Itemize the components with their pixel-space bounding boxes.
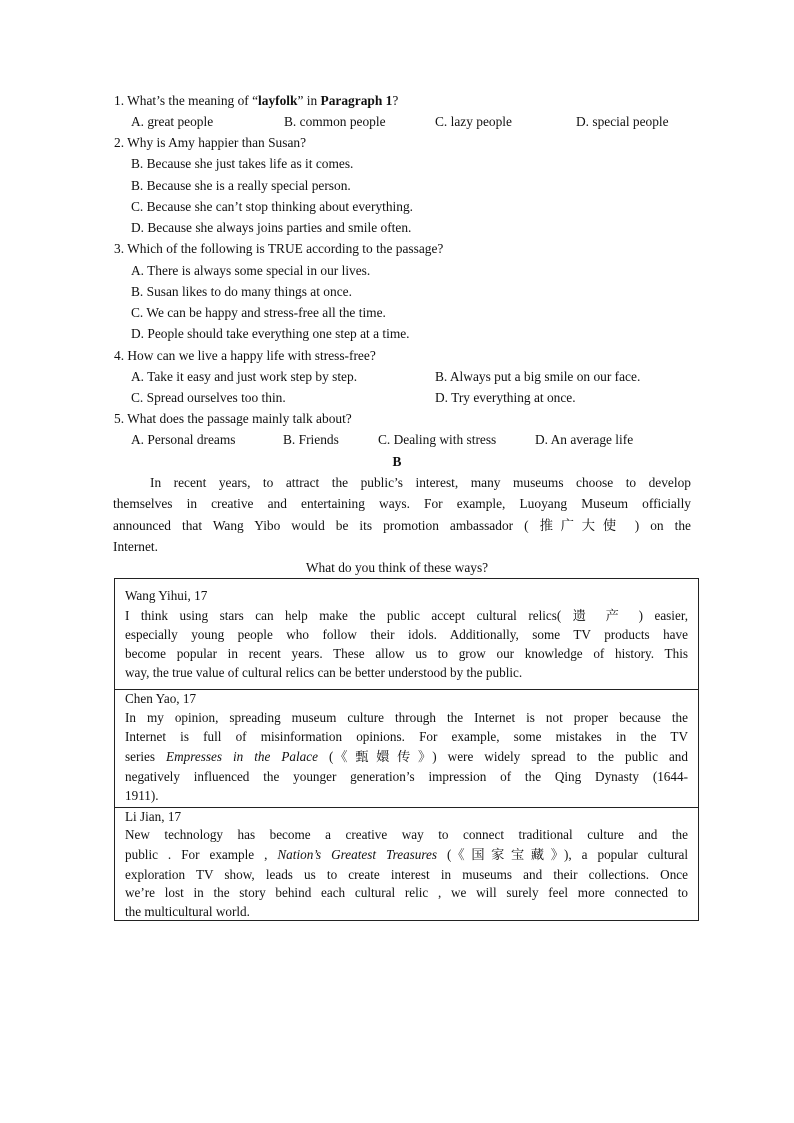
opinions-table: [114, 578, 699, 921]
section-b-title: B: [392, 454, 402, 469]
question-3-option-b: B. Susan likes to do many things at once.: [131, 284, 352, 299]
opinion-text-line: [125, 846, 688, 864]
opinion-text-line: we’re lost in the story behind each cultural relic , we will surely feel more connected to: [125, 885, 688, 900]
opinion-text-segment: series: [125, 749, 167, 764]
opinion-text-line: become popular in recent years. These allow us to grow our knowledge of history. This: [125, 646, 688, 661]
question-3-stem: 3. Which of the following is TRUE according to the passage?: [114, 241, 444, 256]
question-5-option-b: B. Friends: [283, 432, 339, 447]
question-2-option-b: B. Because she is a really special person.: [131, 178, 351, 193]
opinion-text-line: Internet is full of misinformation opinions. For example, some mistakes in the TV: [125, 729, 688, 744]
question-1-stem-prefix: 1. What’s the meaning of “: [114, 93, 259, 108]
question-5-option-a: A. Personal dreams: [131, 432, 236, 447]
question-3-option-a: A. There is always some special in our lives.: [131, 263, 371, 278]
opinion-row-wang-yihui: [115, 579, 698, 689]
opinion-text-line: exploration TV show, leads us to create interest in museums and their collections. Once: [125, 867, 688, 882]
opinion-author: Chen Yao, 17: [125, 691, 197, 706]
question-3-option-d: D. People should take everything one step at a time.: [131, 326, 410, 341]
opinion-text-segment: public . For example ,: [125, 847, 278, 862]
question-1-paragraph-ref: Paragraph 1: [320, 93, 393, 108]
opinions-prompt: What do you think of these ways?: [305, 560, 489, 575]
opinion-text-line: [125, 748, 688, 766]
question-4-option-c: C. Spread ourselves too thin.: [131, 390, 286, 405]
question-4-option-d: D. Try everything at once.: [435, 390, 576, 405]
section-b-paragraph-line: announced that Wang Yibo would be its promotion ambassador ( 推广大使 ) on the: [113, 518, 691, 533]
opinion-text-line: I think using stars can help make the public accept cultural relics( 遗 产 ) easier,: [125, 608, 688, 623]
question-2-option-d: D. Because she always joins parties and smile often.: [131, 220, 412, 235]
opinion-text-line: In my opinion, spreading museum culture through the Internet is not proper because the: [125, 710, 688, 725]
question-5-option-c: C. Dealing with stress: [378, 432, 497, 447]
question-1-stem-mid: ” in: [297, 93, 321, 108]
opinion-text-line: way, the true value of cultural relics can be better understood by the public.: [125, 665, 523, 680]
section-b-paragraph-line: In recent years, to attract the public’s interest, many museums choose to develop: [150, 475, 691, 490]
tv-show-title: Nation’s Greatest Treasures: [277, 847, 438, 862]
question-1-option-c: C. lazy people: [435, 114, 512, 129]
opinion-author: Wang Yihui, 17: [125, 588, 208, 603]
opinion-text-line: 1911).: [125, 788, 159, 803]
question-2-option-c: C. Because she can’t stop thinking about everything.: [131, 199, 414, 214]
question-3-option-c: C. We can be happy and stress-free all the time.: [131, 305, 386, 320]
section-b-paragraph-line: themselves in creative and entertaining ways. For example, Luoyang Museum officially: [113, 496, 691, 511]
question-1-option-b: B. common people: [284, 114, 386, 129]
opinion-author: Li Jian, 17: [125, 809, 182, 824]
question-2-stem: 2. Why is Amy happier than Susan?: [114, 135, 307, 150]
question-1-option-d: D. special people: [576, 114, 669, 129]
opinion-row-li-jian: [115, 807, 698, 922]
question-1-stem: [114, 92, 398, 110]
question-4-stem: 4. How can we live a happy life with stress-free?: [114, 348, 376, 363]
opinion-text-segment: (《甄嬛传》) were widely spread to the public and: [317, 749, 688, 764]
question-4-option-b: B. Always put a big smile on our face.: [435, 369, 641, 384]
opinion-text-segment: (《国家宝藏》), a popular cultural: [437, 847, 689, 862]
question-1-option-a: A. great people: [131, 114, 214, 129]
opinion-text-line: New technology has become a creative way to connect traditional culture and the: [125, 827, 688, 842]
question-2-option-a: B. Because she just takes life as it comes.: [131, 156, 354, 171]
section-b-paragraph-line: Internet.: [113, 539, 158, 554]
opinion-text-line: negatively influenced the younger generation’s impression of the Qing Dynasty (1644-: [125, 769, 688, 784]
question-1-stem-suffix: ?: [392, 93, 399, 108]
opinion-text-line: especially young people who follow their idols. Additionally, some TV products have: [125, 627, 688, 642]
opinion-row-chen-yao: [115, 689, 698, 808]
question-5-stem: 5. What does the passage mainly talk about?: [114, 411, 352, 426]
question-1-keyword: layfolk: [258, 93, 298, 108]
question-4-option-a: A. Take it easy and just work step by step.: [131, 369, 358, 384]
tv-series-title: Empresses in the Palace: [166, 749, 318, 764]
opinion-text-line: the multicultural world.: [125, 904, 250, 919]
question-5-option-d: D. An average life: [535, 432, 634, 447]
